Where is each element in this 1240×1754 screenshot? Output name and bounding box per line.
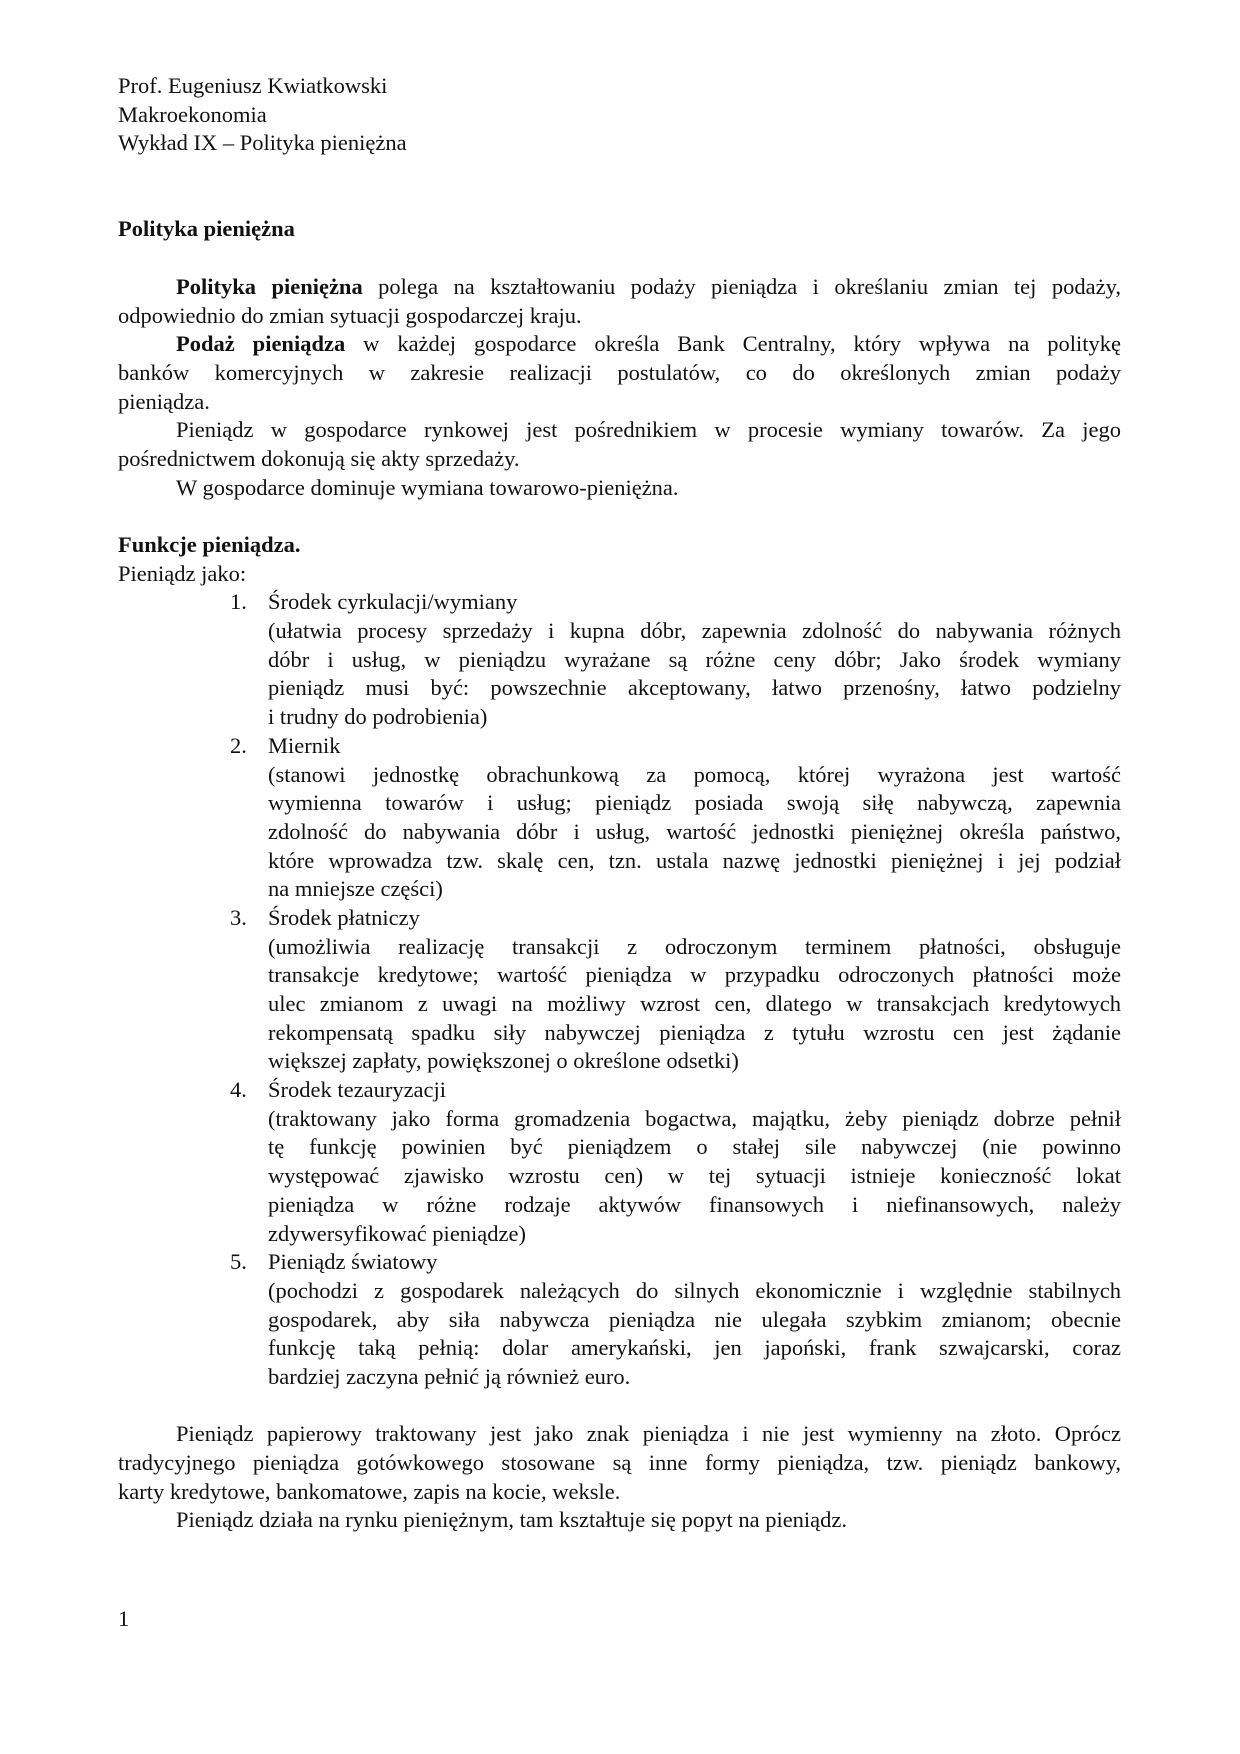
paragraph-line [118, 1449, 1121, 1478]
blank-line [118, 1392, 1121, 1421]
list-item-heading [118, 732, 1121, 761]
list-item-text: transakcje kredytowe; wartość pieniądza w przypadku odroczonych płatności może [268, 962, 1121, 988]
list-item-text-line [118, 1220, 1121, 1249]
list-intro: Pieniądz jako: [118, 560, 247, 586]
list-item-title: Środek tezauryzacji [268, 1077, 447, 1103]
list-item-text-line [118, 1133, 1121, 1162]
list-item-text: rekompensatą spadku siły nabywczej pieniądza z tytułu wzrostu cen jest żądanie [268, 1019, 1121, 1045]
list-item-text-line [118, 1363, 1121, 1392]
line-text: tradycyjnego pieniądza gotówkowego stosowane są inne formy pieniądza, tzw. pieniądz bankowy, [118, 1450, 1121, 1475]
list-item-text-line [118, 990, 1121, 1019]
header-line: Makroekonomia [118, 101, 267, 127]
line-text: karty kredytowe, bankomatowe, zapis na kocie, weksle. [118, 1478, 621, 1504]
list-item-title: Miernik [268, 732, 341, 758]
list-item-heading [118, 588, 1121, 617]
line-text: Pieniądz w gospodarce rynkowej jest pośrednikiem w procesie wymiany towarów. Za jego [176, 417, 1121, 443]
list-item-text-line [118, 1105, 1121, 1134]
line-text: banków komercyjnych w zakresie realizacji postulatów, co do określonych zmian podaży [118, 359, 1121, 385]
blank-line [118, 187, 1121, 216]
list-item-number: 5. [230, 1249, 247, 1275]
list-item-text: (stanowi jednostkę obrachunkową za pomocą, której wyrażona jest wartość [268, 761, 1121, 787]
list-item-text: pieniądza w różne rodzaje aktywów finansowych i niefinansowych, należy [268, 1191, 1121, 1217]
list-item-text-line [118, 1277, 1121, 1306]
list-item-text-line [118, 761, 1121, 790]
list-item-text-line [118, 703, 1121, 732]
paragraph-line [118, 359, 1121, 388]
list-item-text-line [118, 1306, 1121, 1335]
header-line: Prof. Eugeniusz Kwiatkowski [118, 73, 388, 98]
list-item-text-line [118, 1019, 1121, 1048]
paragraph-line [118, 330, 1121, 359]
list-item-number: 2. [230, 732, 247, 758]
list-item-number: 4. [230, 1077, 247, 1103]
list-item-text: gospodarek, aby siła nabywcza pieniądza nie ulegała szybkim zmianom; obecnie [268, 1306, 1121, 1332]
list-item-text-line [118, 646, 1121, 675]
list-item-text: zdolność do nabywania dóbr i usług, wartość jednostki pieniężnej określa państwo, [268, 818, 1121, 844]
list-item-text: dóbr i usług, w pieniądzu wyrażane są różne ceny dóbr; Jako środek wymiany [268, 646, 1121, 672]
list-item-text: (pochodzi z gospodarek należących do silnych ekonomicznie i względnie stabilnych [268, 1277, 1121, 1303]
paragraph-line [118, 388, 1121, 417]
paragraph-line [118, 1506, 1121, 1535]
line-text: Pieniądz papierowy traktowany jest jako znak pieniądza i nie jest wymienny na złoto. Oprócz [176, 1421, 1121, 1447]
list-item-text-line [118, 961, 1121, 990]
blank-line [118, 244, 1121, 273]
list-item-number: 1. [230, 589, 247, 615]
list-item-heading [118, 1076, 1121, 1105]
header-line: Wykład IX – Polityka pieniężna [118, 130, 407, 156]
line-text: Pieniądz działa na rynku pieniężnym, tam kształtuje się popyt na pieniądz. [176, 1507, 848, 1533]
list-item-text: ulec zmianom z uwagi na możliwy wzrost cen, dlatego w transakcjach kredytowych [268, 991, 1121, 1016]
paragraph-line [118, 1478, 1121, 1507]
list-item-text-line [118, 1334, 1121, 1363]
page-number: 1 [118, 1606, 130, 1631]
list-item-text: tę funkcję powinien być pieniądzem o stałej sile nabywczej (nie powinno [268, 1134, 1121, 1160]
list-item-text: pieniądz musi być: powszechnie akceptowany, łatwo przenośny, łatwo podzielny [268, 675, 1121, 701]
line-text: polega na kształtowaniu podaży pieniądza i określaniu zmian tej podaży, [362, 273, 1121, 299]
line-text: pośrednictwem dokonują się akty sprzedaży. [118, 445, 520, 471]
blank-line [118, 502, 1121, 531]
blank-line [118, 158, 1121, 187]
line-text: W gospodarce dominuje wymiana towarowo-pieniężna. [176, 474, 679, 500]
list-item-text-line [118, 1191, 1121, 1220]
list-item-text: na mniejsze części) [268, 876, 443, 902]
list-item-title: Pieniądz światowy [268, 1249, 438, 1275]
list-item-text-line [118, 617, 1121, 646]
list-item-title: Środek płatniczy [268, 904, 420, 930]
list-item-text-line [118, 847, 1121, 876]
paragraph-line [118, 302, 1121, 331]
section-title [118, 531, 1121, 560]
list-item-heading [118, 1248, 1121, 1277]
list-item-heading [118, 904, 1121, 933]
list-item-title: Środek cyrkulacji/wymiany [268, 589, 518, 615]
list-item-text: wymienna towarów i usług; pieniądz posiada swoją siłę nabywczą, zapewnia [268, 790, 1121, 816]
paragraph-line [118, 445, 1121, 474]
list-item-text: funkcję taką pełnią: dolar amerykański, jen japoński, frank szwajcarski, coraz [268, 1335, 1121, 1361]
list-item-text: (traktowany jako forma gromadzenia bogactwa, majątku, żeby pieniądz dobrze pełnił [268, 1105, 1121, 1131]
paragraph-line [118, 474, 1121, 503]
section-title-text: Polityka pieniężna [118, 216, 295, 242]
list-item-text: występować zjawisko wzrostu cen) w tej sytuacji istnieje konieczność lokat [268, 1163, 1121, 1189]
list-item-text: i trudny do podrobienia) [268, 704, 488, 730]
list-item-text-line [118, 933, 1121, 962]
list-item-text: zdywersyfikować pieniądze) [268, 1220, 527, 1246]
paragraph-line [118, 416, 1121, 445]
list-item-number: 3. [230, 904, 247, 930]
list-item-text-line [118, 1047, 1121, 1076]
bold-term: Podaż pieniądza [176, 331, 346, 357]
line-text: pieniądza. [118, 388, 210, 414]
line-text: w każdej gospodarce określa Bank Centralny, który wpływa na politykę [345, 331, 1122, 357]
list-item-text: (ułatwia procesy sprzedaży i kupna dóbr, zapewnia zdolność do nabywania różnych [268, 618, 1121, 644]
list-item-text-line [118, 875, 1121, 904]
paragraph-line [118, 273, 1121, 302]
list-item-text: (umożliwia realizację transakcji z odroczonym terminem płatności, obsługuje [268, 933, 1121, 959]
list-item-text-line [118, 1162, 1121, 1191]
list-item-text-line [118, 818, 1121, 847]
list-item-text: które wprowadza tzw. skalę cen, tzn. ustala nazwę jednostki pieniężnej i jej podział [268, 847, 1121, 873]
list-item-text: bardziej zaczyna pełnić ją również euro. [268, 1363, 631, 1389]
list-item-text-line [118, 789, 1121, 818]
line-text: odpowiednio do zmian sytuacji gospodarczej kraju. [118, 302, 582, 328]
document-body [118, 72, 1121, 1535]
list-item-text-line [118, 674, 1121, 703]
section-title-text: Funkcje pieniądza. [118, 532, 301, 557]
list-item-text: większej zapłaty, powiększonej o określone odsetki) [268, 1048, 739, 1074]
section-title [118, 215, 1121, 244]
bold-term: Polityka pieniężna [176, 273, 363, 299]
paragraph-line [118, 1420, 1121, 1449]
